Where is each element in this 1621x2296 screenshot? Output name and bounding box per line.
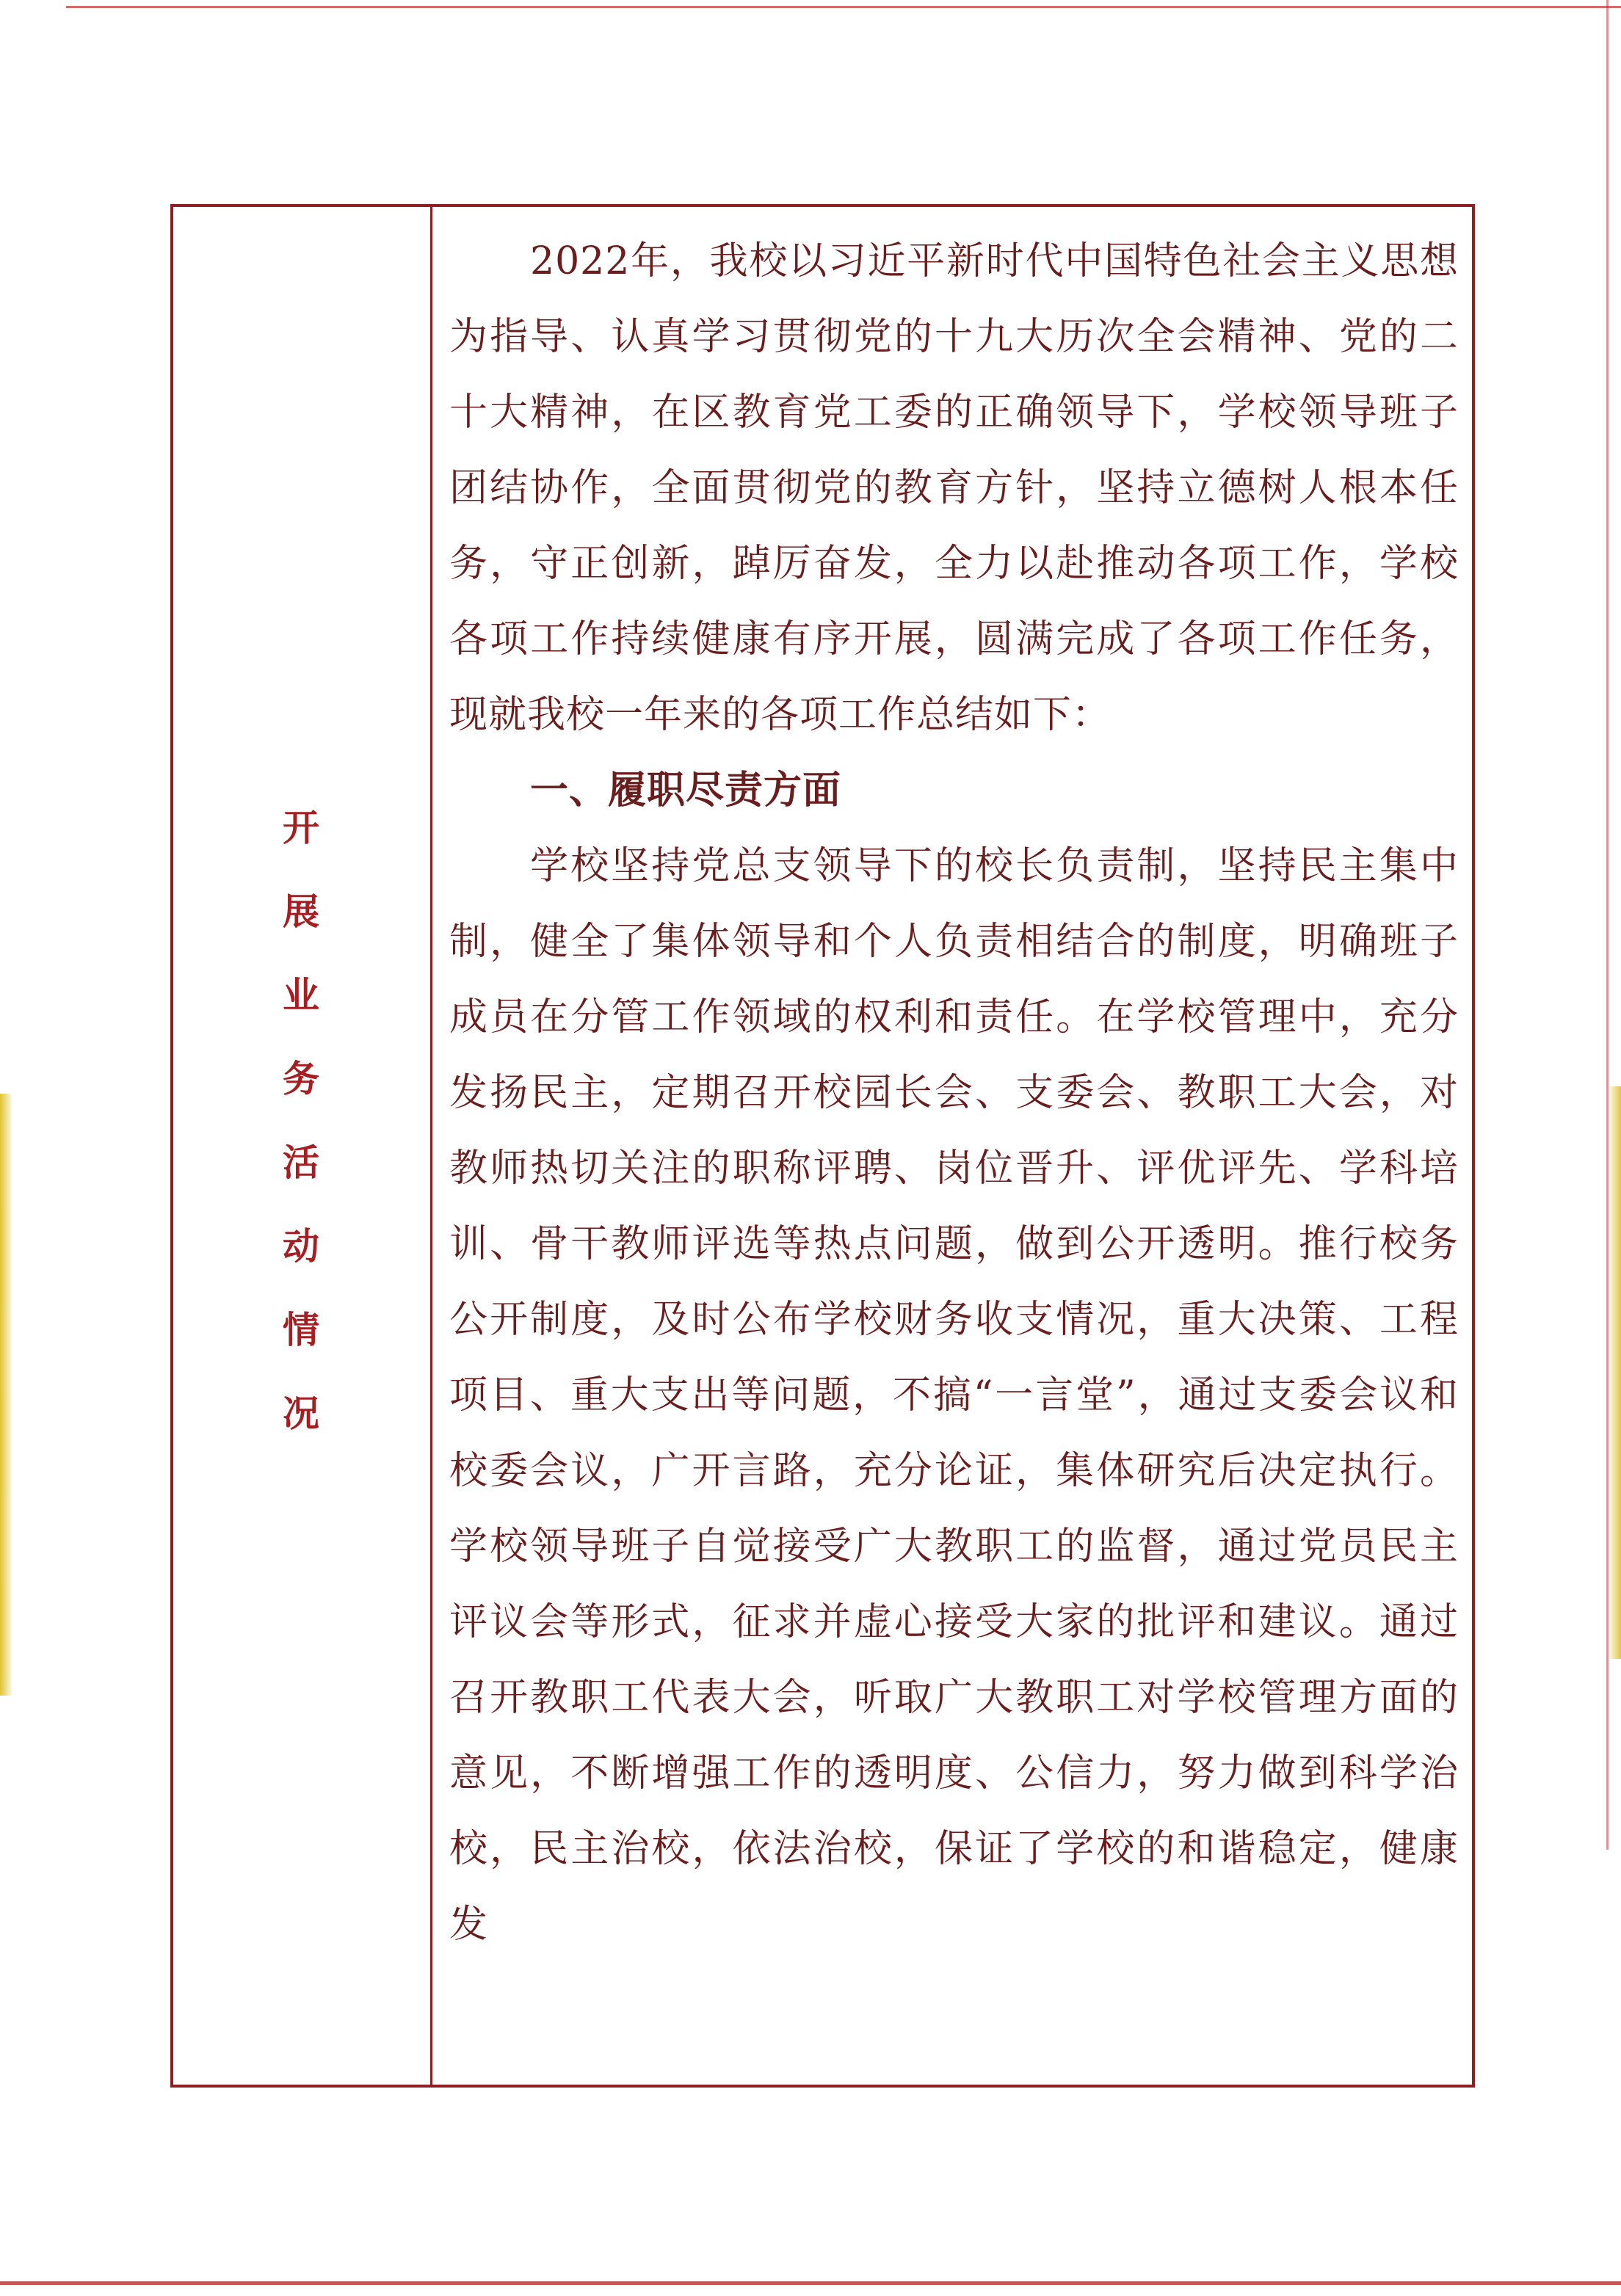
right-red-edge [1606,0,1609,1850]
side-label-char: 情 [283,1309,319,1351]
side-label-char: 况 [283,1392,319,1435]
side-label-char: 活 [283,1141,319,1184]
section-paragraph: 学校坚持党总支领导下的校长负责制，坚持民主集中制，健全了集体领导和个人负责相结合的制度，明确班子成员在分管工作领域的权利和责任。在学校管理中，充分发扬民主，定期召开校园长会、支委会、教职工大会，对教师热切关注的职称评聘、岗位晋升、评优评先、学科培训、骨干教师评选等热点问题，做到公开透明。推行校务公开制度，及时公布学校财务收支情况，重大决策、工程项目、重大支出等问题，不搞“一言堂”，通过支委会议和校委会议，广开言路，充分论证，集体研究后决定执行。学校领导班子自觉接受广大教职工的监督，通过党员民主评议会等形式，征求并虚心接受大家的批评和建议。通过召开教职工代表大会，听取广大教职工对学校管理方面的意见，不断增强工作的透明度、公信力，努力做到科学治校，民主治校，依法治校，保证了学校的和谐稳定，健康发 [449,844,1459,1947]
side-label-char: 展 [283,890,319,933]
side-label-char: 开 [283,807,319,849]
left-yellow-stain [0,1094,12,1696]
top-red-edge [66,6,1621,8]
right-yellow-stain [1609,1086,1621,1659]
intro-paragraph: 2022年，我校以习近平新时代中国特色社会主义思想为指导、认真学习贯彻党的十九大历次全会精神、党的二十大精神，在区教育党工委的正确领导下，学校领导班子团结协作，全面贯彻党的教育方针，坚持立德树人根本任务，守正创新，踔厉奋发，全力以赴推动各项工作，学校各项工作持续健康有序开展，圆满完成了各项工作任务，现就我校一年来的各项工作总结如下： [449,239,1459,737]
side-label-char: 业 [283,974,319,1017]
side-label-char: 动 [283,1225,319,1268]
section-heading: 一、履职尽责方面 [530,769,842,813]
side-label-char: 务 [283,1058,319,1100]
column-divider [430,204,432,2088]
content-column [449,224,1459,1963]
side-label-column [272,807,330,1477]
bottom-red-edge [0,2281,1621,2285]
